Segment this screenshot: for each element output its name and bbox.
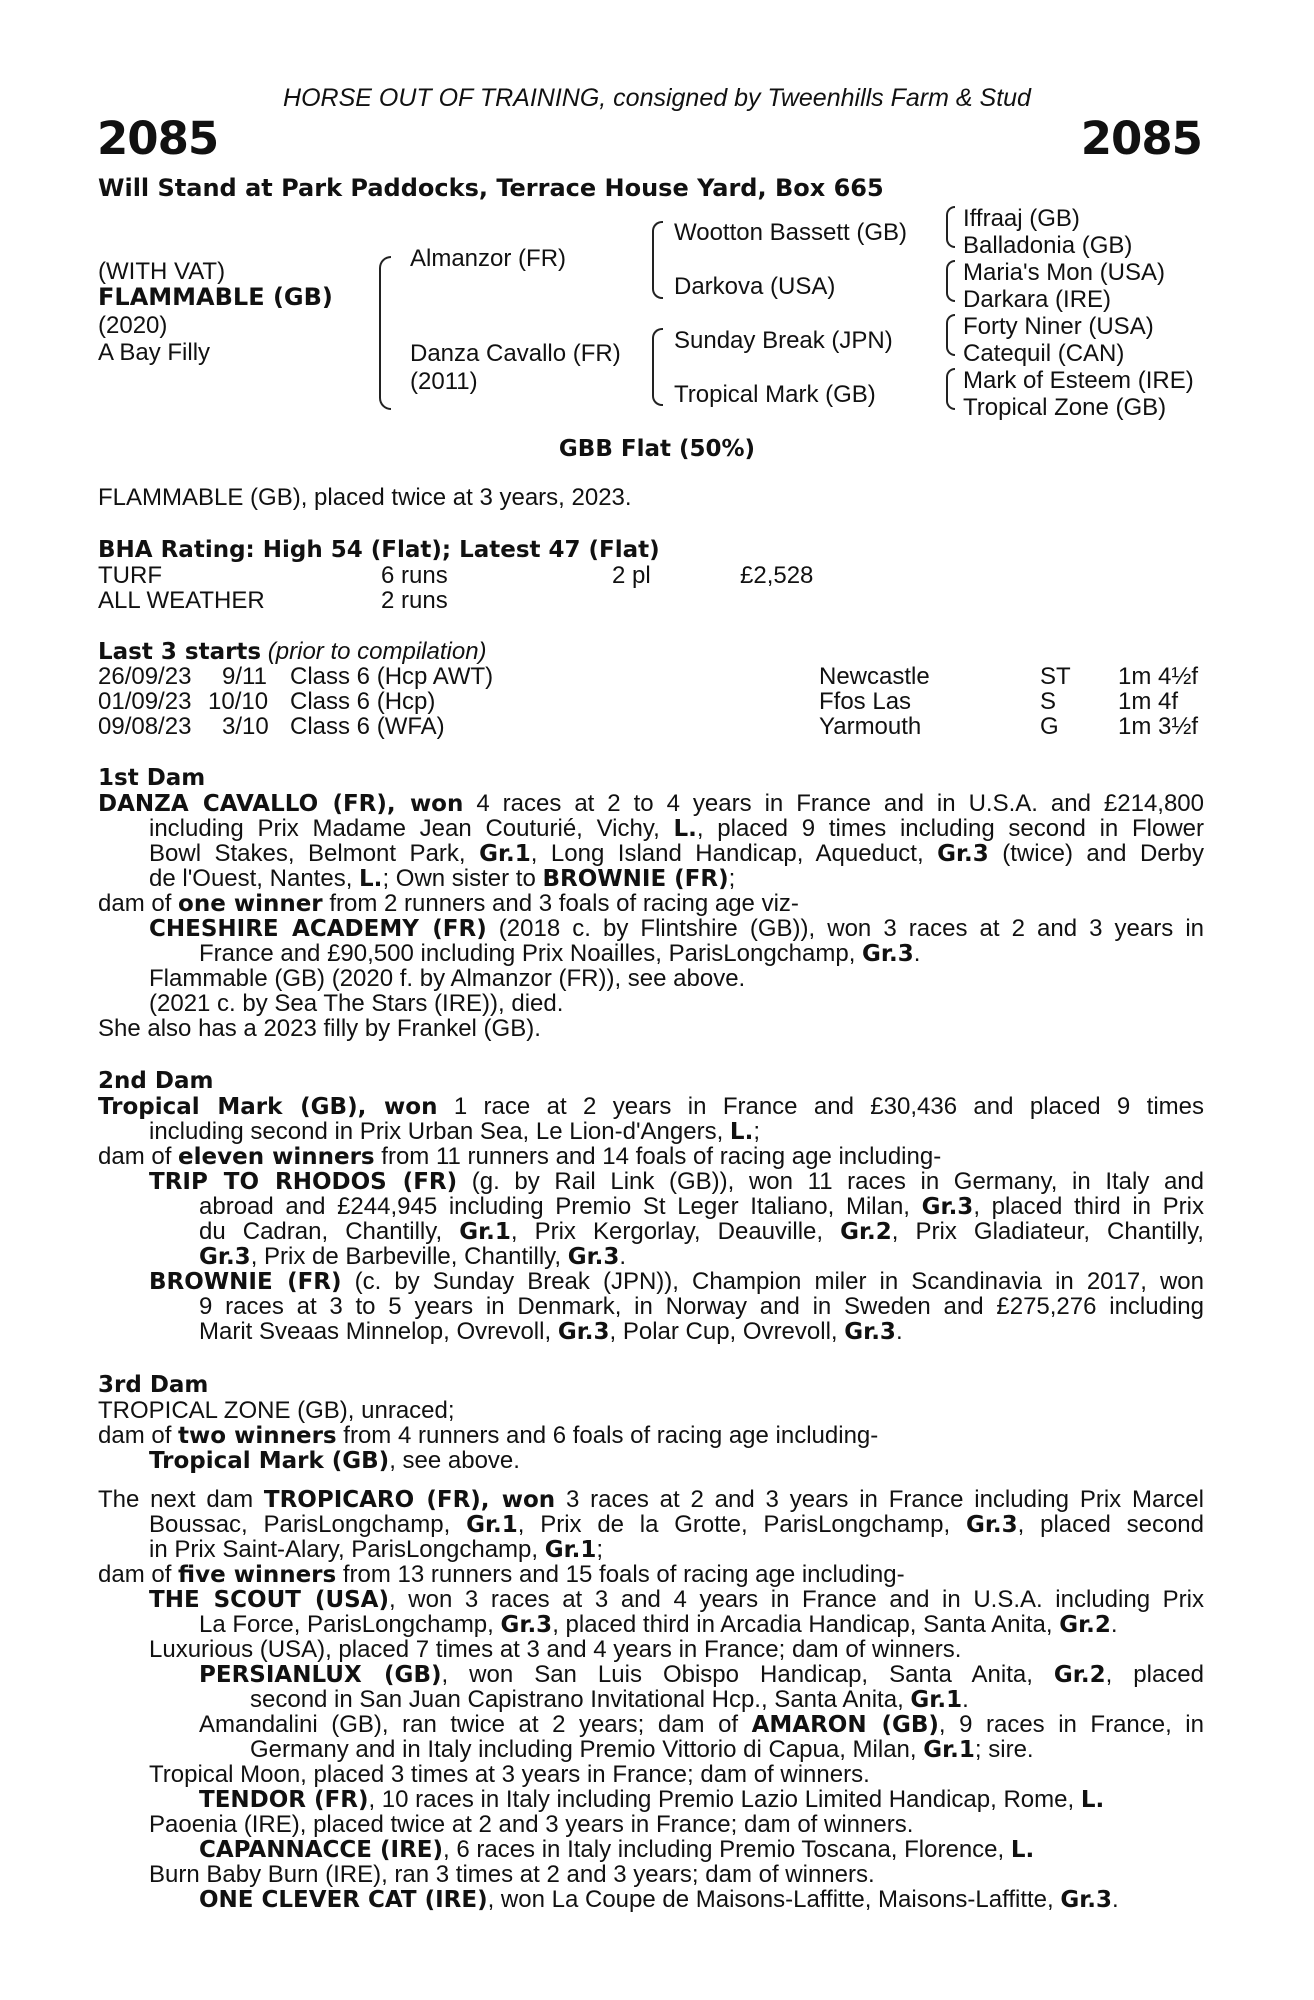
start-date: 01/09/23: [98, 688, 192, 715]
dam2-line: [98, 1093, 1204, 1121]
dam2-text: Marit Sveaas Minnelop, Ovrevoll,: [199, 1318, 558, 1345]
dam1-sibling: BROWNIE (FR): [542, 866, 729, 892]
next-dam-progeny: CAPANNACCE (IRE): [199, 1837, 444, 1863]
dam1-text: from 2 runners and 3 foals of racing age viz-: [322, 890, 799, 917]
dam2-line: [199, 1318, 903, 1346]
next-dam-text: .: [1110, 1611, 1118, 1638]
next-dam-grade: L.: [1080, 1787, 1105, 1813]
next-dam-text: The next dam: [98, 1486, 264, 1513]
next-dam-progeny: TENDOR (FR): [199, 1787, 369, 1813]
next-dam-line: Tropical Moon, placed 3 times at 3 years in France; dam of winners.: [149, 1761, 870, 1788]
pedigree-dss: Forty Niner (USA): [963, 313, 1154, 340]
dam2-text: .: [895, 1318, 903, 1345]
next-dam-text: second in San Juan Capistrano Invitational Hcp., Santa Anita,: [250, 1686, 911, 1713]
dam2-text: , Prix Gladiateur, Chantilly,: [891, 1218, 1204, 1245]
dam1-progeny: CHESHIRE ACADEMY (FR): [149, 916, 487, 942]
pedigree-dds: Mark of Esteem (IRE): [963, 367, 1194, 394]
dam2-grade: Gr.3: [844, 1319, 896, 1345]
dam-brace: [652, 328, 663, 406]
dam1-text: ;: [728, 865, 736, 892]
dam1-line: [199, 940, 920, 968]
pedigree-sire-sire: Wootton Bassett (GB): [674, 219, 907, 246]
sd-brace: [946, 260, 955, 302]
next-dam-text: ;: [596, 1536, 604, 1563]
horse-name: FLAMMABLE (GB): [98, 283, 333, 311]
pedigree-ddd: Tropical Zone (GB): [963, 394, 1167, 421]
dam2-text: from 11 runners and 14 foals of racing age including-: [374, 1143, 942, 1170]
dam1-text: (2018 c. by Flintshire (GB)), won 3 races at 2 and 3 years in: [486, 915, 1204, 942]
dam2-text: 1 race at 2 years in France and £30,436 and placed 9 times: [437, 1093, 1204, 1120]
start-course: Newcastle: [819, 663, 930, 690]
dam1-name: DANZA CAVALLO (FR): [98, 791, 387, 817]
ds-brace: [946, 314, 955, 356]
start-date: 09/08/23: [98, 713, 192, 740]
dam2-line: [149, 1268, 1204, 1296]
next-dam-name: TROPICARO (FR), won: [263, 1487, 556, 1513]
start-distance: 1m 4f: [1118, 688, 1179, 715]
next-dam-line: [199, 1836, 1034, 1864]
start-going: G: [1040, 713, 1059, 740]
dam1-grade: Gr.3: [937, 841, 989, 867]
next-dam-text: from 13 runners and 15 foals of racing age including-: [336, 1561, 905, 1588]
dam2-line: [199, 1243, 626, 1271]
pedigree-sire-dam: Darkova (USA): [674, 273, 836, 300]
dam2-progeny: BROWNIE (FR): [149, 1269, 342, 1295]
next-dam-grade: Gr.1: [466, 1512, 518, 1538]
next-dam-grade: Gr.1: [910, 1687, 963, 1713]
dam2-grade: Gr.1: [459, 1219, 511, 1245]
dam2-text: , Prix de Barbeville, Chantilly,: [250, 1243, 568, 1270]
dam1-text: ; Own sister to: [382, 865, 543, 892]
next-dam-text: in Prix Saint-Alary, ParisLongchamp,: [149, 1536, 545, 1563]
next-dam-progeny: PERSIANLUX (GB): [199, 1662, 442, 1688]
dam2-progeny: TRIP TO RHODOS (FR): [149, 1169, 458, 1195]
next-dam-text: 3 races at 2 and 3 years in France including Prix Marcel: [555, 1486, 1204, 1513]
start-class: Class 6 (Hcp AWT): [290, 663, 494, 690]
dam1-text: Bowl Stakes, Belmont Park,: [149, 840, 480, 867]
next-dam-grade: Gr.2: [1059, 1612, 1111, 1638]
start-date: 26/09/23: [98, 663, 192, 690]
next-dam-text: , won San Luis Obispo Handicap, Santa Anita,: [441, 1661, 1054, 1688]
next-dam-line: Paoenia (IRE), placed twice at 2 and 3 years in France; dam of winners.: [149, 1811, 914, 1838]
next-dam-progeny: THE SCOUT (USA): [149, 1587, 389, 1613]
next-dam-text: , 9 races in France, in: [938, 1711, 1204, 1738]
rating-surface-turf: TURF: [98, 562, 162, 589]
dam2-text: including second in Prix Urban Sea, Le Lion-d'Angers,: [149, 1118, 730, 1145]
vat-note: (WITH VAT): [98, 258, 226, 285]
next-dam-text: , 6 races in Italy including Premio Toscana, Florence,: [443, 1836, 1011, 1863]
dam2-text: (g. by Rail Link (GB)), won 11 races in Germany, in Italy and: [457, 1168, 1205, 1195]
pedigree-dam: Danza Cavallo (FR): [410, 340, 621, 367]
lot-number-left: 2085: [97, 112, 219, 165]
dam1-grade: Gr.3: [862, 941, 914, 967]
next-dam-line: [149, 1586, 1204, 1614]
start-distance: 1m 3½f: [1118, 713, 1199, 740]
next-dam-grade: Gr.3: [1060, 1887, 1113, 1913]
next-dam-line: [149, 1511, 1204, 1539]
dam3-text: dam of: [98, 1422, 179, 1449]
starts-heading-line: [98, 638, 487, 666]
next-dam-grade: Gr.2: [1053, 1662, 1106, 1688]
dam2-grade: Gr.3: [921, 1194, 974, 1220]
dam2-text: ;: [753, 1118, 760, 1145]
dam1-grade: L.: [359, 866, 383, 892]
dam3-line: TROPICAL ZONE (GB), unraced;: [98, 1397, 455, 1424]
dam3-winners: two winners: [178, 1423, 337, 1449]
dam1-line: (2021 c. by Sea The Stars (IRE)), died.: [149, 990, 564, 1017]
dam3-text: , see above.: [389, 1447, 520, 1474]
next-dam-line: [199, 1886, 1119, 1914]
dam1-line: She also has a 2023 filly by Frankel (GB).: [98, 1015, 541, 1042]
rating-prize-turf: £2,528: [740, 562, 814, 589]
start-position: 10/10: [208, 688, 269, 715]
dd-brace: [946, 368, 955, 410]
next-dam-text: ; sire.: [974, 1736, 1034, 1763]
horse-description: A Bay Filly: [98, 339, 211, 366]
sire-brace: [652, 221, 663, 299]
dam2-line: [149, 1118, 760, 1146]
next-dam-text: Germany and in Italy including Premio Vittorio di Capua, Milan,: [250, 1736, 924, 1763]
dam1-line: [149, 865, 735, 893]
next-dam-grade: Gr.1: [923, 1737, 975, 1763]
rating-surface-aw: ALL WEATHER: [98, 587, 265, 614]
dam1-won: , won: [386, 791, 464, 817]
dam1-text: dam of: [98, 890, 179, 917]
dam1-line: Flammable (GB) (2020 f. by Almanzor (FR)), see above.: [149, 965, 746, 992]
dam2-grade: Gr.3: [557, 1319, 610, 1345]
start-position: 9/11: [222, 663, 267, 690]
dam2-grade: Gr.3: [199, 1244, 251, 1270]
dam2-grade: Gr.2: [840, 1219, 892, 1245]
pedigree-sire: Almanzor (FR): [410, 245, 567, 272]
starts-heading: Last 3 starts: [98, 639, 262, 665]
next-dam-text: Boussac, ParisLongchamp,: [149, 1511, 467, 1538]
dam1-text: France and £90,500 including Prix Noailles, ParisLongchamp,: [199, 940, 863, 967]
dam1-text: (twice) and Derby: [988, 840, 1204, 867]
next-dam-text: , Prix de la Grotte, ParisLongchamp,: [517, 1511, 966, 1538]
dam2-grade: Gr.3: [567, 1244, 620, 1270]
dam2-line: [98, 1143, 941, 1171]
next-dam-text: dam of: [98, 1561, 179, 1588]
next-dam-text: , placed second: [1017, 1511, 1205, 1538]
rating-runs-aw: 2 runs: [381, 587, 448, 614]
race-summary: FLAMMABLE (GB), placed twice at 3 years, 2023.: [98, 484, 632, 511]
dam3-line: [98, 1422, 878, 1450]
dam2-line: 9 races at 3 to 5 years in Denmark, in Norway and in Sweden and £275,276 including: [199, 1293, 1204, 1320]
dam2-grade: L.: [729, 1119, 754, 1145]
dam2-line: [199, 1218, 1204, 1246]
dam1-text: .: [913, 940, 921, 967]
next-dam-line: [98, 1486, 1204, 1514]
dam2-line: [149, 1168, 1204, 1196]
dam2-text: abroad and £244,945 including Premio St Leger Italiano, Milan,: [199, 1193, 922, 1220]
bha-rating-heading: BHA Rating: High 54 (Flat); Latest 47 (Flat): [98, 537, 660, 563]
next-dam-text: , won La Coupe de Maisons-Laffitte, Maisons-Laffitte,: [487, 1886, 1061, 1913]
next-dam-text: , won 3 races at 3 and 4 years in France and in U.S.A. including Prix: [389, 1586, 1204, 1613]
dam2-text: , Polar Cup, Ovrevoll,: [609, 1318, 845, 1345]
dam1-winners: one winner: [178, 891, 323, 917]
next-dam-grade: Gr.3: [500, 1612, 553, 1638]
next-dam-line: [199, 1786, 1104, 1814]
next-dam-line: [199, 1661, 1204, 1689]
dam1-text: de l'Ouest, Nantes,: [149, 865, 360, 892]
dam3-progeny: Tropical Mark (GB): [149, 1448, 390, 1474]
dam1-line: [98, 790, 1204, 818]
dam1-text: 4 races at 2 to 4 years in France and in U.S.A. and £214,800: [463, 790, 1205, 817]
next-dam-grade: L.: [1010, 1837, 1035, 1863]
dam1-text: , Long Island Handicap, Aqueduct,: [530, 840, 938, 867]
dam1-text: , placed 9 times including second in Flower: [696, 815, 1204, 842]
next-dam-grade: Gr.1: [544, 1537, 597, 1563]
dam2-won: , won: [357, 1094, 438, 1120]
dam1-text: including Prix Madame Jean Couturié, Vichy,: [149, 815, 674, 842]
next-dam-line: Luxurious (USA), placed 7 times at 3 and 4 years in France; dam of winners.: [149, 1636, 962, 1663]
next-dam-line: [199, 1611, 1118, 1639]
next-dam-grade: Gr.3: [965, 1512, 1018, 1538]
dam1-line: [149, 840, 1204, 868]
dam1-line: [98, 890, 799, 918]
next-dam-progeny: ONE CLEVER CAT (IRE): [199, 1887, 488, 1913]
start-class: Class 6 (Hcp): [290, 688, 436, 715]
next-dam-text: .: [962, 1686, 969, 1713]
dam2-text: (c. by Sunday Break (JPN)), Champion miler in Scandinavia in 2017, won: [341, 1268, 1204, 1295]
next-dam-line: [250, 1686, 969, 1714]
dam2-heading: 2nd Dam: [98, 1068, 214, 1094]
dam2-text: .: [619, 1243, 627, 1270]
start-course: Yarmouth: [819, 713, 922, 740]
next-dam-progeny: AMARON (GB): [751, 1712, 939, 1738]
dam1-grade: L.: [673, 816, 697, 842]
next-dam-text: La Force, ParisLongchamp,: [199, 1611, 501, 1638]
next-dam-line: [149, 1536, 603, 1564]
start-going: ST: [1040, 663, 1071, 690]
stand-location: Will Stand at Park Paddocks, Terrace House Yard, Box 665: [98, 174, 884, 202]
dam2-name: Tropical Mark (GB): [98, 1094, 358, 1120]
pedigree-sds: Maria's Mon (USA): [963, 259, 1165, 286]
dosage-line: GBB Flat (50%): [558, 436, 756, 462]
dam2-text: , placed third in Prix: [973, 1193, 1205, 1220]
start-class: Class 6 (WFA): [290, 713, 445, 740]
header-title: HORSE OUT OF TRAINING, consigned by Tweenhills Farm & Stud: [283, 84, 1031, 112]
dam2-text: , Prix Kergorlay, Deauville,: [510, 1218, 841, 1245]
pedigree-dam-sire: Sunday Break (JPN): [674, 327, 893, 354]
lot-number-right: 2085: [1080, 112, 1202, 165]
starts-note: (prior to compilation): [267, 638, 487, 665]
dam2-text: dam of: [98, 1143, 179, 1170]
dam2-line: [199, 1193, 1204, 1221]
next-dam-line: [250, 1736, 1034, 1764]
ss-brace: [946, 206, 955, 248]
rating-runs-turf: 6 runs: [381, 562, 448, 589]
next-dam-text: , 10 races in Italy including Premio Lazio Limited Handicap, Rome,: [368, 1786, 1081, 1813]
start-going: S: [1040, 688, 1057, 715]
dam3-text: from 4 runners and 6 foals of racing age including-: [336, 1422, 879, 1449]
pedigree-dsd: Catequil (CAN): [963, 340, 1125, 367]
pedigree-ssd: Balladonia (GB): [963, 232, 1133, 259]
next-dam-text: Amandalini (GB), ran twice at 2 years; dam of: [199, 1711, 752, 1738]
dam1-line: [149, 915, 1204, 943]
next-dam-line: Burn Baby Burn (IRE), ran 3 times at 2 and 3 years; dam of winners.: [149, 1861, 875, 1888]
pedigree-dam-dam: Tropical Mark (GB): [674, 381, 876, 408]
pedigree-dam-year: (2011): [410, 368, 478, 395]
dam3-line: [149, 1447, 520, 1475]
start-position: 3/10: [222, 713, 269, 740]
rating-placed-turf: 2 pl: [612, 562, 651, 589]
next-dam-text: .: [1112, 1886, 1119, 1913]
dam1-grade: Gr.1: [479, 841, 531, 867]
next-dam-line: [98, 1561, 905, 1589]
pedigree-sss: Iffraaj (GB): [963, 205, 1080, 232]
next-dam-text: , placed: [1105, 1661, 1204, 1688]
dam3-heading: 3rd Dam: [98, 1372, 209, 1398]
next-dam-line: [199, 1711, 1204, 1739]
next-dam-text: , placed third in Arcadia Handicap, Santa Anita,: [552, 1611, 1060, 1638]
next-dam-winners: five winners: [178, 1562, 337, 1588]
start-course: Ffos Las: [819, 688, 912, 715]
dam2-text: du Cadran, Chantilly,: [199, 1218, 460, 1245]
start-distance: 1m 4½f: [1118, 663, 1199, 690]
dam2-winners: eleven winners: [178, 1144, 375, 1170]
horse-year: (2020): [98, 312, 168, 339]
main-pedigree-brace: [379, 256, 391, 410]
dam1-heading: 1st Dam: [98, 765, 206, 791]
dam1-line: [149, 815, 1204, 843]
pedigree-sdd: Darkara (IRE): [963, 286, 1112, 313]
